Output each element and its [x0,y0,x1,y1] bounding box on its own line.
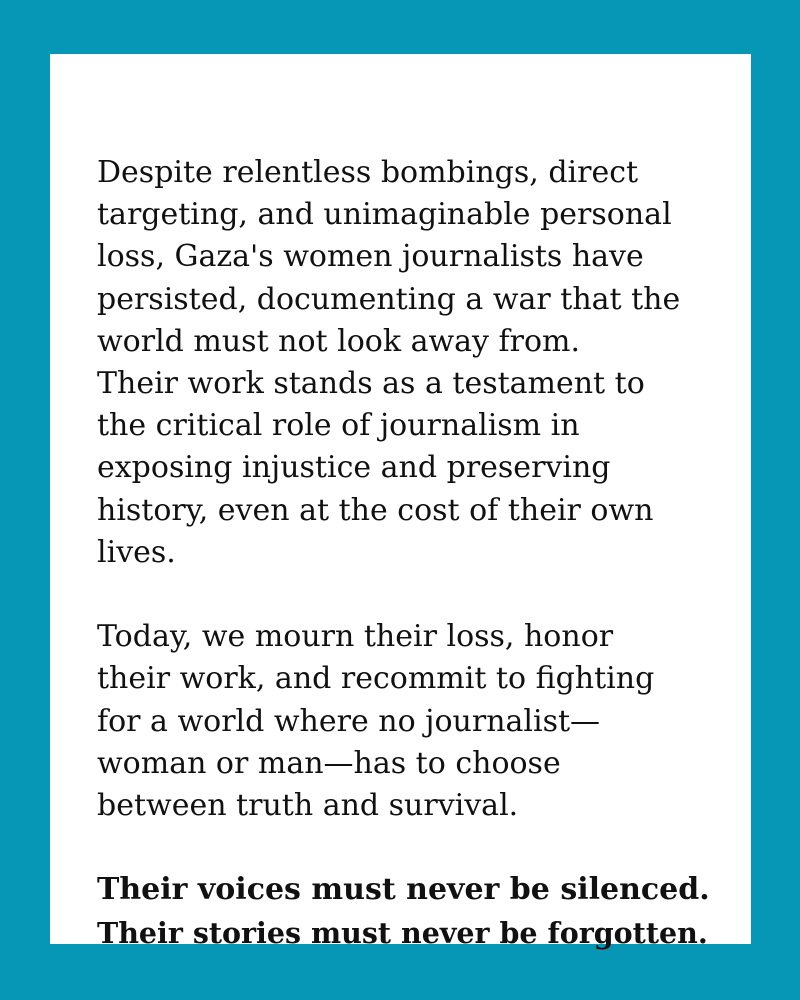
text-line: world must not look away from. [97,323,581,359]
paragraph-gap [97,827,711,869]
text-line: for a world where no journalist— [97,703,601,739]
text-line: exposing injustice and preserving [97,450,611,486]
text-line: the critical role of journalism in [97,408,580,444]
text-line: lives. [97,534,176,570]
text-line: Their voices must never be silenced. [97,872,710,908]
text-line: Their work stands as a testament to [97,366,645,402]
paragraph-tribute [97,152,711,574]
paragraph-mourning [97,616,711,827]
paragraph-gap [97,574,711,616]
text-line: targeting, and unimaginable personal [97,197,672,233]
quote-card [50,54,751,950]
text-line: Today, we mourn their loss, honor [97,619,614,655]
paragraph-closing-statement [97,869,711,953]
text-line: Their stories must never be forgotten. [97,915,708,950]
text-line: history, even at the cost of their own [97,492,654,528]
text-line: loss, Gaza's women journalists have [97,239,644,275]
text-line: persisted, documenting a war that the [97,281,681,317]
text-line: between truth and survival. [97,788,519,824]
text-line: Despite relentless bombings, direct [97,155,639,190]
text-line: their work, and recommit to fighting [97,661,655,697]
text-line: woman or man—has to choose [97,745,561,781]
